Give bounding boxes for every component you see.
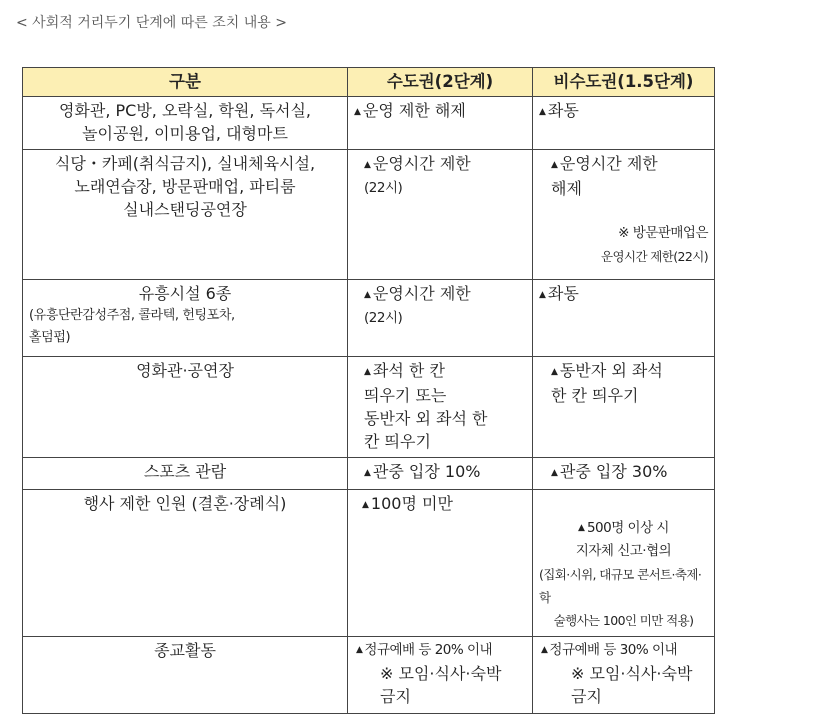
capital-cell xyxy=(348,637,533,714)
bullet-icon: ▲ xyxy=(551,367,558,377)
capital-cell xyxy=(348,357,533,458)
category-cell xyxy=(23,280,348,357)
capital-cell xyxy=(348,150,533,280)
table-row xyxy=(23,490,715,637)
capital-measure-detail: (22시) xyxy=(364,310,403,326)
bullet-icon: ▲ xyxy=(362,500,369,510)
non-capital-measure: 관중 입장 30% xyxy=(559,462,668,481)
capital-measure-detail: (22시) xyxy=(364,180,403,196)
table-row xyxy=(23,150,715,280)
non-capital-cell xyxy=(533,97,715,150)
table-row xyxy=(23,97,715,150)
non-capital-measure-detail: 지자체 신고·협의 xyxy=(575,543,672,559)
capital-measure-detail: 칸 띄우기 xyxy=(364,432,431,451)
category-line: 유흥시설 6종 xyxy=(138,284,232,303)
non-capital-note: 금지 xyxy=(571,687,602,706)
category-cell xyxy=(23,357,348,458)
capital-measure: 좌석 한 칸 xyxy=(372,361,445,380)
non-capital-note: 운영시간 제한(22시) xyxy=(601,249,708,264)
bullet-icon: ▲ xyxy=(541,645,548,655)
capital-measure: 관중 입장 10% xyxy=(372,462,481,481)
capital-cell xyxy=(348,490,533,637)
category-cell xyxy=(23,490,348,637)
table-row xyxy=(23,458,715,490)
category-sub-line: (유흥단란감성주점, 콜라텍, 헌팅포차, xyxy=(29,308,235,323)
bullet-icon: ▲ xyxy=(539,290,546,300)
category-cell xyxy=(23,637,348,714)
category-line: 놀이공원, 이미용업, 대형마트 xyxy=(82,124,288,143)
capital-measure-detail: 동반자 외 좌석 한 xyxy=(364,409,488,428)
bullet-icon: ▲ xyxy=(364,160,371,170)
category-line: 노래연습장, 방문판매업, 파티룸 xyxy=(74,177,296,196)
non-capital-cell xyxy=(533,458,715,490)
category-line: 행사 제한 인원 (결혼·장례식) xyxy=(83,494,287,513)
non-capital-cell xyxy=(533,357,715,458)
bullet-icon: ▲ xyxy=(364,290,371,300)
table-caption: < 사회적 거리두기 단계에 따른 조치 내용 > xyxy=(16,15,287,31)
category-cell xyxy=(23,458,348,490)
non-capital-note: ※ 모임·식사·숙박 xyxy=(571,664,693,683)
category-line: 스포츠 관람 xyxy=(143,462,227,481)
non-capital-note: ※ 방문판매업은 xyxy=(618,225,708,241)
bullet-icon: ▲ xyxy=(354,107,361,117)
header-category: 구분 xyxy=(23,68,348,97)
category-line: 영화관, PC방, 오락실, 학원, 독서실, xyxy=(58,101,312,120)
bullet-icon: ▲ xyxy=(551,160,558,170)
table-header-row xyxy=(23,68,715,97)
table-row xyxy=(23,280,715,357)
capital-measure: 운영 제한 해제 xyxy=(362,101,466,120)
category-sub-line: 홀덤펍) xyxy=(29,330,71,345)
capital-note: 금지 xyxy=(380,687,411,706)
bullet-icon: ▲ xyxy=(578,523,585,533)
non-capital-measure: 동반자 외 좌석 xyxy=(559,361,663,380)
non-capital-measure: 운영시간 제한 xyxy=(559,154,658,173)
non-capital-note: (집회·시위, 대규모 콘서트·축제·학 xyxy=(539,567,702,605)
capital-measure: 운영시간 제한 xyxy=(372,154,471,173)
table-row xyxy=(23,637,715,714)
capital-cell xyxy=(348,280,533,357)
non-capital-cell xyxy=(533,637,715,714)
category-line: 실내스탠딩공연장 xyxy=(123,200,247,219)
capital-cell xyxy=(348,97,533,150)
category-line: 식당・카페(취식금지), 실내체육시설, xyxy=(54,154,316,173)
bullet-icon: ▲ xyxy=(539,107,546,117)
capital-measure: 정규예배 등 20% 이내 xyxy=(364,642,493,658)
bullet-icon: ▲ xyxy=(364,468,371,478)
category-line: 종교활동 xyxy=(154,641,216,660)
non-capital-measure: 좌동 xyxy=(547,101,579,120)
category-line: 영화관·공연장 xyxy=(136,361,234,380)
capital-cell xyxy=(348,458,533,490)
capital-measure: 100명 미만 xyxy=(370,494,453,513)
category-cell xyxy=(23,150,348,280)
non-capital-cell xyxy=(533,490,715,637)
bullet-icon: ▲ xyxy=(364,367,371,377)
non-capital-cell xyxy=(533,150,715,280)
category-cell xyxy=(23,97,348,150)
non-capital-measure: 500명 이상 시 xyxy=(586,520,669,536)
header-non-capital-area: 비수도권(1.5단계) xyxy=(533,68,715,97)
non-capital-cell xyxy=(533,280,715,357)
non-capital-note: 술행사는 100인 미만 적용) xyxy=(553,613,694,628)
capital-measure-detail: 띄우기 또는 xyxy=(364,386,447,405)
capital-measure: 운영시간 제한 xyxy=(372,284,471,303)
table-row xyxy=(23,357,715,458)
header-capital-area: 수도권(2단계) xyxy=(348,68,533,97)
capital-note: ※ 모임·식사·숙박 xyxy=(380,664,502,683)
non-capital-measure: 정규예배 등 30% 이내 xyxy=(549,642,678,658)
bullet-icon: ▲ xyxy=(551,468,558,478)
non-capital-measure-detail: 해제 xyxy=(551,179,582,198)
non-capital-measure: 좌동 xyxy=(547,284,579,303)
bullet-icon: ▲ xyxy=(356,645,363,655)
measures-table xyxy=(22,67,715,714)
non-capital-measure-detail: 한 칸 띄우기 xyxy=(551,386,639,405)
